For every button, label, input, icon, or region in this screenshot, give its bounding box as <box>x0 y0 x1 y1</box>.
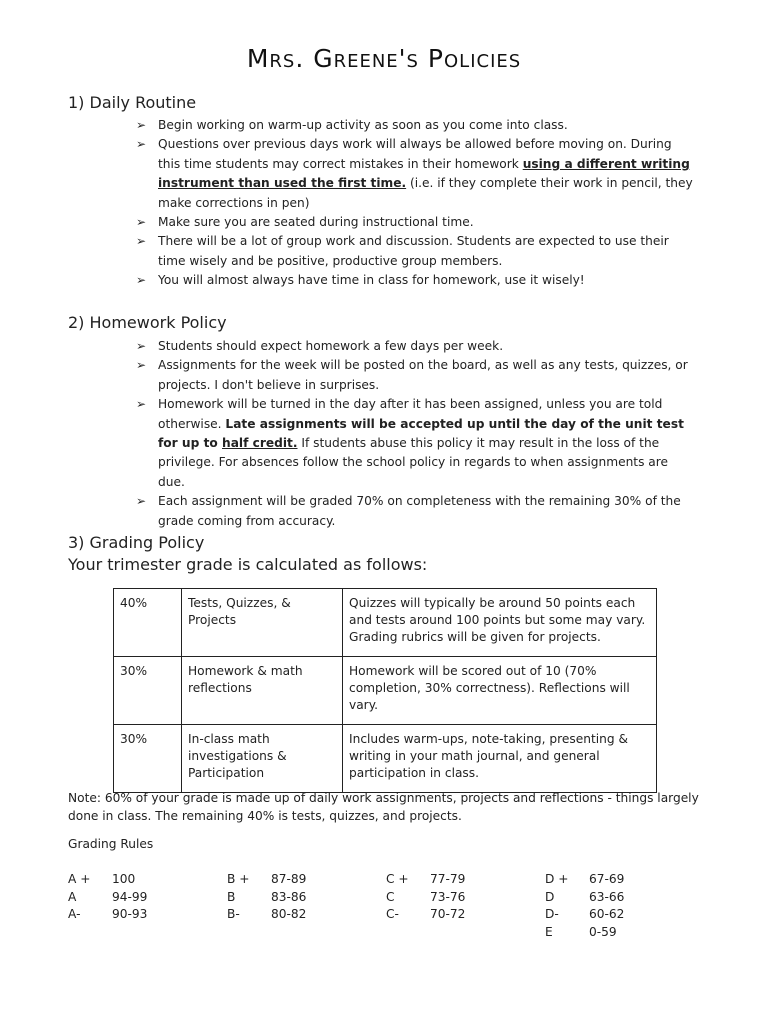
daily-routine-heading: 1) Daily Routine <box>68 93 197 112</box>
arrow-bullet-icon: ➢ <box>136 339 147 353</box>
arrow-bullet-icon: ➢ <box>136 273 147 288</box>
list-item: ➢ Begin working on warm-up activity as soon as you come into class. <box>136 116 696 135</box>
description-cell: Homework will be scored out of 10 (70% completion, 30% correctness). Reflections will vary. <box>343 657 657 725</box>
grade-row: B- 80-82 <box>227 907 307 921</box>
grade-row: D- 60-62 <box>545 907 625 921</box>
grade-scale-b <box>227 871 306 924</box>
arrow-bullet-icon: ➢ <box>136 118 147 132</box>
table-row <box>114 657 657 725</box>
grade-scale-a <box>68 871 147 924</box>
grading-note: Note: 60% of your grade is made up of daily work assignments, projects and reflections - things largely done in class. The remaining 40% is tests, quizzes, and projects. <box>68 791 699 823</box>
grading-policy-heading: 3) Grading Policy <box>68 533 205 552</box>
grade-row: E 0-59 <box>545 924 617 939</box>
grade-row: A- 90-93 <box>68 907 148 921</box>
arrow-bullet-icon: ➢ <box>136 215 147 230</box>
list-item: ➢ Each assignment will be graded 70% on completeness with the remaining 30% of the grade coming from accuracy. <box>136 494 681 528</box>
category-cell: Homework & math reflections <box>182 657 343 725</box>
grade-row: B 83-86 <box>227 889 307 904</box>
weight-cell: 40% <box>114 589 182 657</box>
arrow-bullet-icon: ➢ <box>136 397 147 412</box>
list-item: ➢ Assignments for the week will be posted on the board, as well as any tests, quizzes, or projects. I don't believe in surprises. <box>136 358 688 392</box>
table-row <box>114 589 657 657</box>
list-item: ➢ There will be a lot of group work and discussion. Students are expected to use their time wisely and be positive, productive group members. <box>136 234 669 268</box>
grading-subheading: Your trimester grade is calculated as follows: <box>68 555 428 574</box>
arrow-bullet-icon: ➢ <box>136 358 147 373</box>
list-item: ➢ Make sure you are seated during instructional time. <box>136 213 696 232</box>
description-cell: Quizzes will typically be around 50 points each and tests around 100 points but some may vary. Grading rubrics will be given for projects. <box>343 589 657 657</box>
homework-policy-list <box>136 337 696 531</box>
arrow-bullet-icon: ➢ <box>136 494 147 509</box>
grade-row: C 73-76 <box>386 889 466 904</box>
grade-row: A + 100 <box>68 872 136 886</box>
grade-row: A 94-99 <box>68 889 148 904</box>
weight-cell: 30% <box>114 725 182 793</box>
grade-row: C + 77-79 <box>386 872 466 886</box>
grade-row: B + 87-89 <box>227 872 307 886</box>
grade-scale-d <box>545 871 624 941</box>
weight-cell: 30% <box>114 657 182 725</box>
category-cell: Tests, Quizzes, & Projects <box>182 589 343 657</box>
list-item: ➢ Students should expect homework a few days per week. <box>136 337 696 356</box>
list-item: ➢ Questions over previous days work will always be allowed before moving on. During this time students may correct mistakes in their homework using a different writing instrument than used the first time. (i.e. if they complete their work in pencil, they make corrections in pen) <box>136 137 693 210</box>
category-cell: In-class math investigations & Participation <box>182 725 343 793</box>
grade-row: C- 70-72 <box>386 907 466 921</box>
grade-row: D 63-66 <box>545 889 625 904</box>
list-item: ➢ Homework will be turned in the day after it has been assigned, unless you are told otherwise. Late assignments will be accepted up until the day of the unit test for up to half credit. If students abuse this policy it may result in the loss of the privilege. For absences follow the school policy in regards to when assignments are due. <box>136 397 684 489</box>
page-title: Mrs. Greene's Policies <box>246 44 522 73</box>
grade-scale-c <box>386 871 465 924</box>
grade-weight-table <box>113 588 657 793</box>
arrow-bullet-icon: ➢ <box>136 234 147 249</box>
list-item: ➢ You will almost always have time in class for homework, use it wisely! <box>136 271 696 290</box>
homework-policy-heading: 2) Homework Policy <box>68 313 227 332</box>
grading-rules-title: Grading Rules <box>68 837 154 851</box>
arrow-bullet-icon: ➢ <box>136 137 147 152</box>
table-row <box>114 725 657 793</box>
daily-routine-list <box>136 116 696 291</box>
description-cell: Includes warm-ups, note-taking, presenting & writing in your math journal, and general participation in class. <box>343 725 657 793</box>
grade-row: D + 67-69 <box>545 872 625 886</box>
